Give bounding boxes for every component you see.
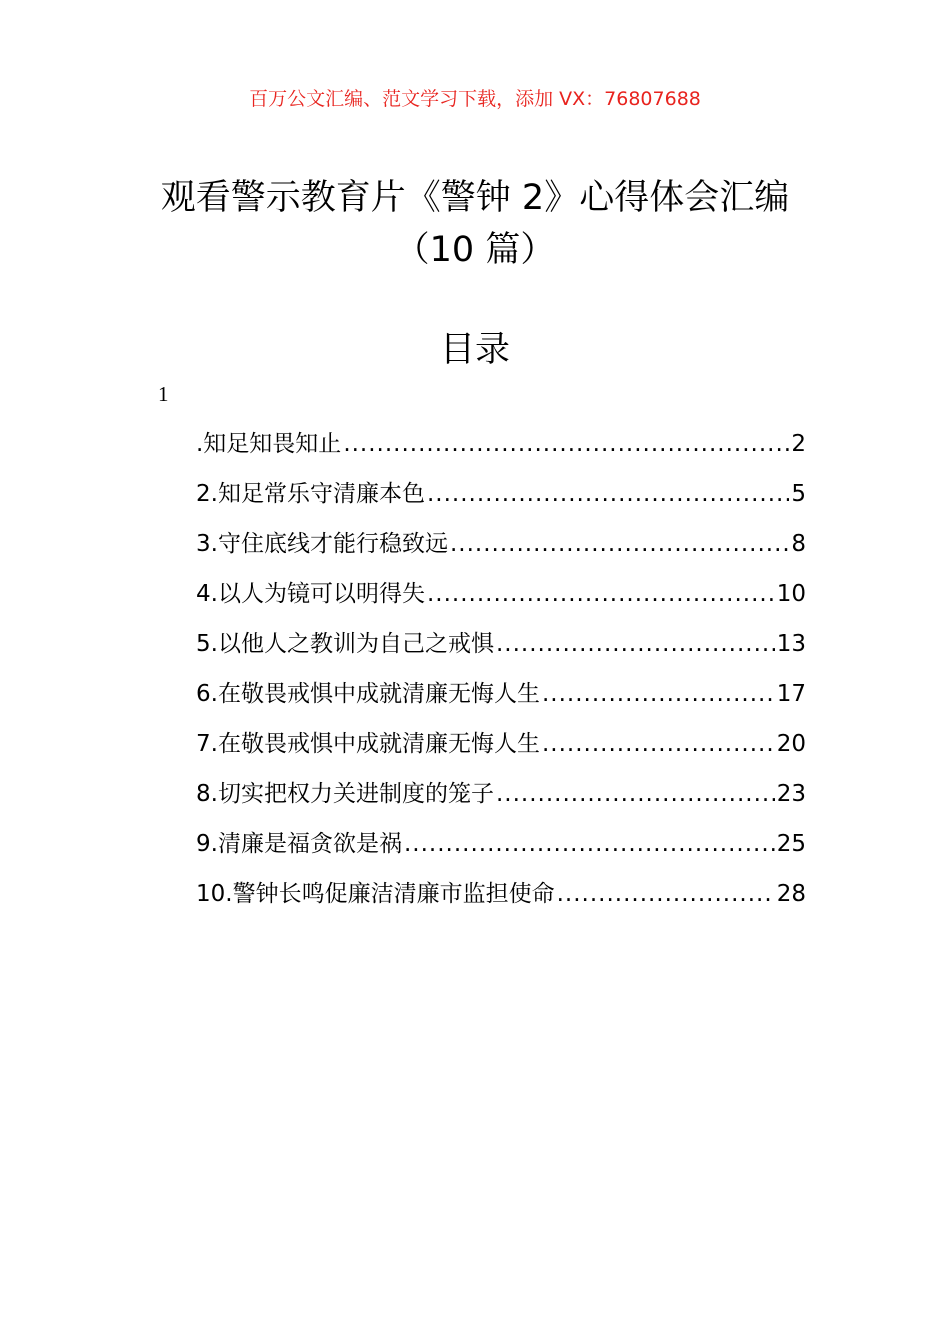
toc-entry[interactable]: [196, 826, 806, 876]
toc-entry-label: 7.在敬畏戒惧中成就清廉无悔人生: [196, 731, 540, 757]
document-title: [0, 172, 950, 276]
table-of-contents: [196, 426, 806, 926]
toc-entry-page: 23: [776, 781, 806, 807]
document-title-line-2: （10 篇）: [394, 230, 556, 270]
toc-entry-leader: [404, 826, 775, 862]
toc-entry-leader: [450, 526, 789, 562]
toc-entry-label: 10.警钟长鸣促廉洁清廉市监担使命: [196, 881, 555, 907]
toc-entry-leader: [542, 726, 775, 762]
toc-entry-label: .知足知畏知止: [196, 431, 342, 457]
header-note: 百万公文汇编、范文学习下载，添加 VX：76807688: [249, 88, 701, 110]
toc-entry-leader: [427, 476, 789, 512]
toc-entry-page: 28: [776, 881, 806, 907]
toc-entry-label: 2.知足常乐守清廉本色: [196, 481, 425, 507]
toc-entry-page: 2: [791, 431, 806, 457]
toc-entry-label: 3.守住底线才能行稳致远: [196, 531, 448, 557]
document-title-line-1: 观看警示教育片《警钟 2》心得体会汇编: [160, 178, 790, 218]
toc-entry[interactable]: [196, 676, 806, 726]
toc-entry-page: 17: [776, 681, 806, 707]
toc-entry-leader: [343, 426, 789, 462]
toc-entry[interactable]: [196, 526, 806, 576]
stray-number: 1: [158, 382, 169, 406]
toc-entry[interactable]: [196, 776, 806, 826]
toc-entry-leader: [557, 876, 775, 912]
toc-entry[interactable]: [196, 576, 806, 626]
toc-entry-label: 6.在敬畏戒惧中成就清廉无悔人生: [196, 681, 540, 707]
toc-entry-page: 8: [791, 531, 806, 557]
toc-entry[interactable]: [196, 876, 806, 926]
toc-entry-page: 20: [776, 731, 806, 757]
toc-entry[interactable]: [196, 426, 806, 476]
toc-entry-page: 25: [776, 831, 806, 857]
toc-entry-label: 5.以他人之教训为自己之戒惧: [196, 631, 494, 657]
toc-entry-label: 9.清廉是福贪欲是祸: [196, 831, 402, 857]
toc-entry-label: 4.以人为镜可以明得失: [196, 581, 425, 607]
toc-entry-leader: [542, 676, 775, 712]
toc-entry[interactable]: [196, 626, 806, 676]
toc-entry-leader: [427, 576, 775, 612]
toc-heading: 目录: [439, 330, 510, 370]
toc-entry-leader: [496, 776, 775, 812]
toc-entry-label: 8.切实把权力关进制度的笼子: [196, 781, 494, 807]
toc-entry-page: 5: [791, 481, 806, 507]
toc-entry-page: 13: [776, 631, 806, 657]
toc-entry[interactable]: [196, 726, 806, 776]
toc-entry[interactable]: [196, 476, 806, 526]
toc-entry-page: 10: [776, 581, 806, 607]
toc-entry-leader: [496, 626, 775, 662]
